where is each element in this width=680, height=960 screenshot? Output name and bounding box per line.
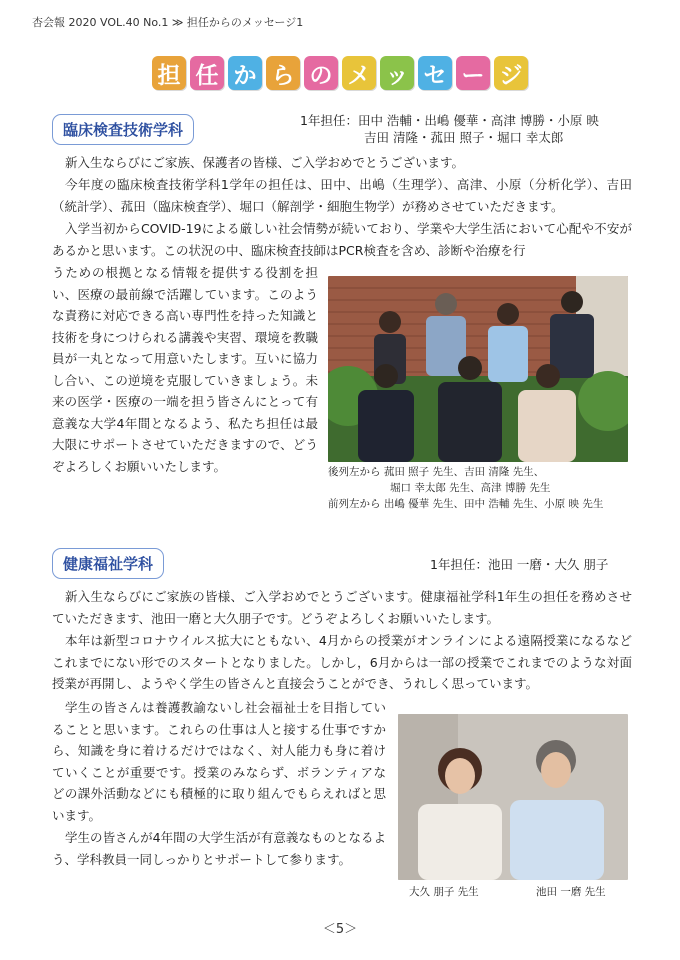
welfare-photo-image (398, 714, 628, 880)
teachers-welfare: 1年担任：池田 一磨・大久 朋子 (430, 557, 609, 572)
teachers-clinical (300, 112, 599, 146)
clinical-group-photo-image (328, 276, 628, 462)
clinical-photo-caption (328, 464, 638, 512)
caption-line-1: 後列左から 菰田 照子 先生、吉田 清隆 先生、 (328, 466, 545, 478)
caption-line-2: 堀口 幸太郎 先生、高津 博勝 先生 (390, 482, 551, 494)
clinical-paragraph-1: 新入生ならびにご家族、保護者の皆様、ご入学おめでとうございます。 (65, 155, 465, 170)
title-tile: か (228, 56, 262, 90)
title-tile: ジ (494, 56, 528, 90)
clinical-group-photo (328, 276, 628, 462)
welfare-paragraph-2: 本年は新型コロナウイルス拡大にともない、4月からの授業がオンラインによる遠隔授業になるなどこれまでにない形でのスタートとなりました。しかし，6月からは一部の授業でこれまでのような対面授業が再開し、ようやく学生の皆さんと直接会うことができ、うれしく思っています。 (52, 633, 632, 691)
teachers-clinical-line1: 1年担任：田中 浩輔・出嶋 優華・高津 博勝・小原 映 (300, 113, 599, 128)
page-title (0, 56, 680, 96)
breadcrumb: 杏会報 2020 VOL.40 No.1 ≫ 担任からのメッセージ1 (32, 16, 304, 29)
welfare-paragraph-3: 学生の皆さんは養護教諭ないし社会福祉士を目指していることと思います。これらの仕事は人と接する仕事ですから、知識を身に着けるだけではなく、対人能力も身に着けていくことが重要です。授業のみならず、ボランティアなどの課外活動などにも積極的に取り組んでもらえればと思います。 (52, 700, 386, 823)
title-tile: セ (418, 56, 452, 90)
title-tile: ッ (380, 56, 414, 90)
title-tile: の (304, 56, 338, 90)
dept-badge-welfare: 健康福祉学科 (52, 548, 164, 579)
welfare-paragraph-1: 新入生ならびにご家族の皆様、ご入学おめでとうございます。健康福祉学科1年生の担任を務めさせていただきます、池田一磨と大久朋子です。どうぞよろしくお願いいたします。 (52, 589, 632, 626)
title-tile: ら (266, 56, 300, 90)
welfare-paragraph-4: 学生の皆さんが4年間の大学生活が有意義なものとなるよう、学科教員一同しっかりとサポートして参ります。 (52, 830, 386, 867)
welfare-caption-right: 池田 一磨 先生 (536, 886, 606, 898)
clinical-paragraph-3: 入学当初からCOVID-19による厳しい社会情勢が続いており、学業や大学生活において心配や不安があるかと思います。この状況の中、臨床検査技師はPCR検査を含め、診断や治療を行 (52, 221, 632, 258)
title-tile: 任 (190, 56, 224, 90)
teachers-clinical-line2: 吉田 清隆・菰田 照子・堀口 幸太郎 (364, 130, 564, 145)
title-tile: ー (456, 56, 490, 90)
clinical-paragraph-2: 今年度の臨床検査技術学科1学年の担任は、田中、出嶋（生理学）、高津、小原（分析化学）、吉田（統計学）、菰田（臨床検査学）、堀口（解剖学・細胞生物学）が務めさせていただきます。 (52, 177, 632, 214)
title-tile: メ (342, 56, 376, 90)
caption-line-3: 前列左から 出嶋 優華 先生、田中 浩輔 先生、小原 映 先生 (328, 498, 604, 510)
welfare-caption-left: 大久 朋子 先生 (409, 886, 479, 898)
clinical-paragraph-3-continued: うための根拠となる情報を提供する役割を担い、医療の最前線で活躍しています。このような責務に対応できる高い専門性を持った知識と技術を身につけられる講義や実習、環境を教職員が一丸となって用意いたします。互いに協力し合い、この逆境を克服していきましょう。未来の医学・医療の一端を担う皆さんにとって有意義な大学4年間となるよう、私たち担任は最大限にサポートさせていただきますので、どうぞよろしくお願いいたします。 (52, 265, 318, 474)
title-tile: 担 (152, 56, 186, 90)
page-number: ＜5＞ (322, 922, 358, 937)
dept-badge-clinical: 臨床検査技術学科 (52, 114, 194, 145)
welfare-photo (398, 714, 628, 880)
